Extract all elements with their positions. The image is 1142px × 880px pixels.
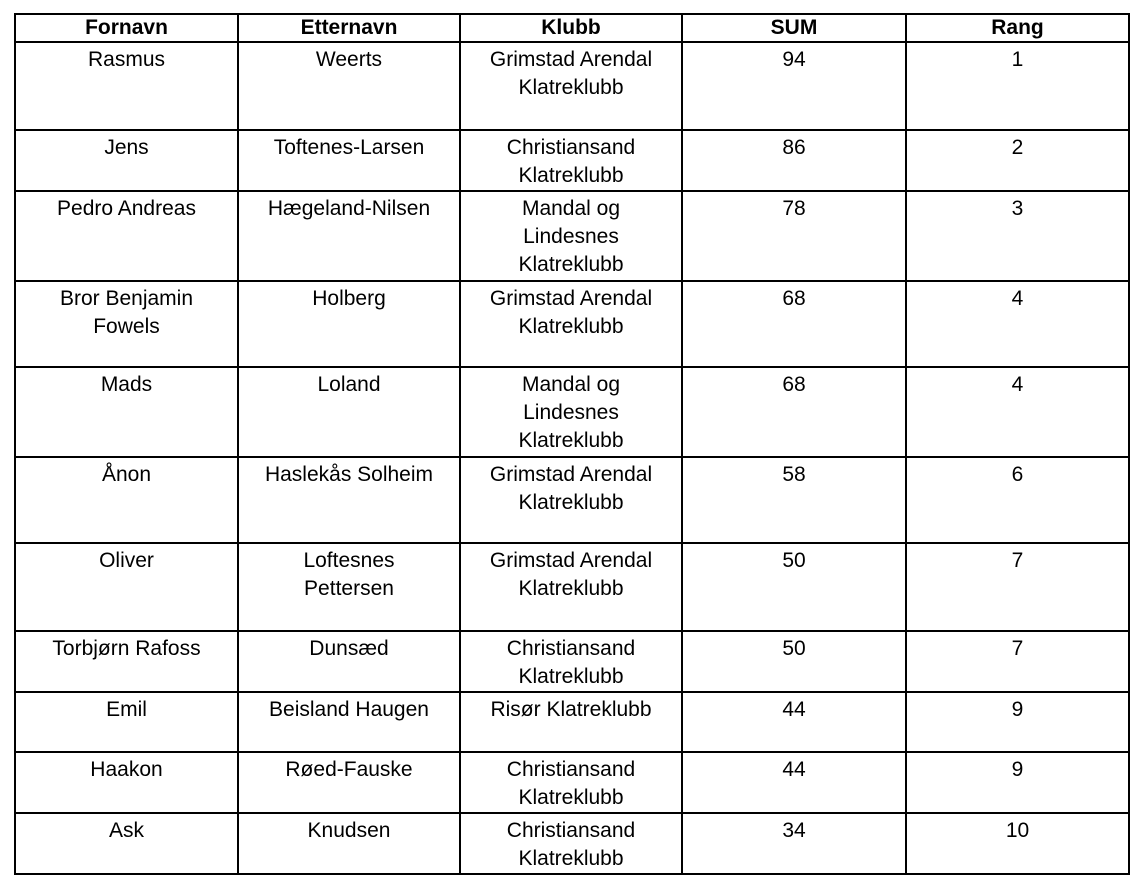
cell-klubb (460, 457, 682, 543)
header-rang: Rang (906, 14, 1129, 42)
cell-etternavn (238, 692, 460, 752)
header-etternavn: Etternavn (238, 14, 460, 42)
cell-rang: 6 (906, 457, 1129, 543)
cell-fornavn (15, 130, 238, 191)
cell-text-line: Røed-Fauske (285, 758, 413, 781)
cell-etternavn (238, 281, 460, 367)
table-row (15, 367, 1129, 457)
cell-rang: 4 (906, 281, 1129, 367)
cell-sum: 94 (682, 42, 906, 130)
table-header (15, 14, 1129, 42)
cell-text-line: Mads (100, 373, 153, 396)
cell-klubb (460, 752, 682, 813)
header-sum: SUM (682, 14, 906, 42)
cell-text-line: Weerts (315, 48, 383, 71)
cell-klubb (460, 191, 682, 281)
cell-text-line: Grimstad Arendal (489, 287, 653, 310)
cell-text-line: Grimstad Arendal (489, 48, 653, 71)
cell-text-line: Klatreklubb (518, 315, 624, 338)
header-fornavn: Fornavn (15, 14, 238, 42)
header-klubb: Klubb (460, 14, 682, 42)
table-row (15, 631, 1129, 692)
cell-text-line: Klatreklubb (518, 786, 624, 809)
cell-text-line: Grimstad Arendal (489, 549, 653, 572)
cell-text-line: Haakon (90, 758, 163, 781)
cell-etternavn (238, 813, 460, 874)
cell-klubb (460, 42, 682, 130)
cell-text-line: Klatreklubb (518, 577, 624, 600)
cell-text-line: Jens (104, 136, 149, 159)
results-table (14, 13, 1130, 875)
cell-sum: 50 (682, 543, 906, 631)
cell-rang: 7 (906, 631, 1129, 692)
cell-rang: 9 (906, 752, 1129, 813)
cell-text-line: Loland (317, 373, 381, 396)
cell-rang: 1 (906, 42, 1129, 130)
cell-klubb (460, 543, 682, 631)
cell-fornavn (15, 42, 238, 130)
cell-text-line: Christiansand (506, 758, 636, 781)
cell-sum: 86 (682, 130, 906, 191)
table-row (15, 457, 1129, 543)
cell-text-line: Fowels (93, 315, 160, 338)
cell-text-line: Klatreklubb (518, 76, 624, 99)
cell-text-line: Loftesnes (303, 549, 395, 572)
cell-etternavn (238, 457, 460, 543)
cell-text-line: Klatreklubb (518, 429, 624, 452)
cell-text-line: Christiansand (506, 136, 636, 159)
cell-text-line: Ask (108, 819, 144, 842)
cell-rang: 10 (906, 813, 1129, 874)
cell-text-line: Ånon (101, 463, 152, 486)
cell-sum: 44 (682, 752, 906, 813)
cell-text-line: Klatreklubb (518, 491, 624, 514)
cell-klubb (460, 631, 682, 692)
cell-text-line: Toftenes-Larsen (273, 136, 425, 159)
cell-etternavn (238, 543, 460, 631)
cell-text-line: Klatreklubb (518, 847, 624, 870)
table-row (15, 281, 1129, 367)
cell-text-line: Mandal og (521, 373, 621, 396)
cell-klubb (460, 813, 682, 874)
header-row (15, 14, 1129, 42)
cell-fornavn (15, 692, 238, 752)
cell-text-line: Christiansand (506, 637, 636, 660)
cell-etternavn (238, 42, 460, 130)
cell-sum: 68 (682, 367, 906, 457)
cell-text-line: Haslekås Solheim (264, 463, 434, 486)
cell-fornavn (15, 752, 238, 813)
table-row (15, 130, 1129, 191)
cell-text-line: Lindesnes (523, 401, 619, 424)
table-row (15, 543, 1129, 631)
cell-etternavn (238, 631, 460, 692)
cell-text-line: Torbjørn Rafoss (52, 637, 201, 660)
cell-text-line: Rasmus (87, 48, 166, 71)
cell-sum: 50 (682, 631, 906, 692)
cell-fornavn (15, 631, 238, 692)
cell-text-line: Dunsæd (309, 637, 389, 660)
cell-klubb (460, 130, 682, 191)
cell-text-line: Hægeland-Nilsen (267, 197, 431, 220)
table-row (15, 191, 1129, 281)
cell-klubb (460, 692, 682, 752)
cell-fornavn (15, 813, 238, 874)
cell-klubb (460, 367, 682, 457)
cell-rang: 3 (906, 191, 1129, 281)
cell-text-line: Mandal og (521, 197, 621, 220)
cell-rang: 7 (906, 543, 1129, 631)
cell-etternavn (238, 752, 460, 813)
cell-text-line: Risør Klatreklubb (490, 698, 652, 721)
cell-sum: 58 (682, 457, 906, 543)
cell-text-line: Emil (106, 698, 147, 721)
cell-text-line: Beisland Haugen (269, 698, 429, 721)
cell-rang: 2 (906, 130, 1129, 191)
cell-text-line: Oliver (99, 549, 154, 572)
cell-fornavn (15, 543, 238, 631)
table-body (15, 42, 1129, 874)
cell-klubb (460, 281, 682, 367)
cell-text-line: Klatreklubb (518, 665, 624, 688)
cell-text-line: Bror Benjamin (59, 287, 194, 310)
table-row (15, 42, 1129, 130)
cell-text-line: Knudsen (307, 819, 391, 842)
table-row (15, 813, 1129, 874)
cell-rang: 4 (906, 367, 1129, 457)
cell-sum: 44 (682, 692, 906, 752)
cell-etternavn (238, 191, 460, 281)
cell-sum: 34 (682, 813, 906, 874)
cell-etternavn (238, 367, 460, 457)
cell-fornavn (15, 281, 238, 367)
cell-etternavn (238, 130, 460, 191)
table-row (15, 692, 1129, 752)
cell-rang: 9 (906, 692, 1129, 752)
table-row (15, 752, 1129, 813)
cell-text-line: Grimstad Arendal (489, 463, 653, 486)
cell-sum: 78 (682, 191, 906, 281)
cell-text-line: Lindesnes (523, 225, 619, 248)
cell-fornavn (15, 367, 238, 457)
cell-text-line: Holberg (312, 287, 386, 310)
cell-text-line: Klatreklubb (518, 253, 624, 276)
cell-text-line: Pedro Andreas (57, 197, 196, 220)
cell-text-line: Christiansand (506, 819, 636, 842)
cell-fornavn (15, 457, 238, 543)
cell-text-line: Pettersen (304, 577, 394, 600)
cell-sum: 68 (682, 281, 906, 367)
cell-fornavn (15, 191, 238, 281)
cell-text-line: Klatreklubb (518, 164, 624, 187)
